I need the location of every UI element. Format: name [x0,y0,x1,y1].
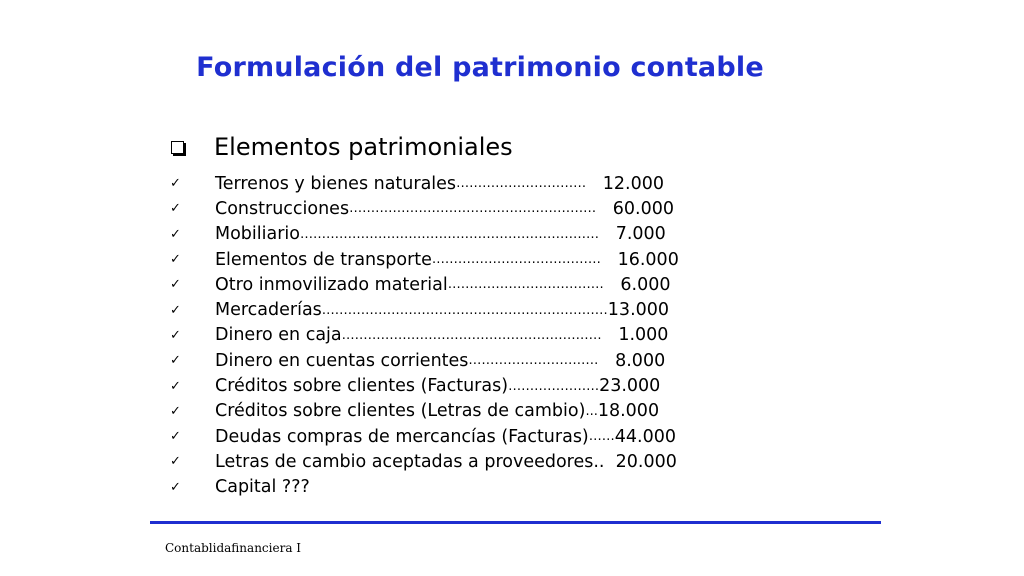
list-item [170,348,679,373]
item-leader-dots: ... [585,403,598,419]
item-label: Terrenos y bienes naturales [215,173,457,194]
list-item [170,222,679,247]
item-amount: 23.000 [599,376,661,397]
list-item [170,272,679,297]
list-item [170,297,679,322]
item-label: Mobiliario [215,224,300,245]
list-item [170,449,679,474]
divider-line [150,521,881,524]
item-label: Elementos de transporte [215,249,432,270]
item-label: Dinero en caja [215,325,342,346]
item-amount: 8.000 [598,350,666,371]
item-amount: 18.000 [597,401,660,422]
list-item [170,323,679,348]
checkmark-icon: ✓ [170,176,181,192]
item-label: Dinero en cuentas corrientes [215,350,469,371]
item-amount: 7.000 [599,224,666,245]
item-leader-dots: ………………………… [456,176,587,192]
checkmark-icon: ✓ [170,479,181,495]
item-leader-dots: ………………………………… [431,252,601,268]
item-leader-dots: ……………………………… [447,277,604,293]
item-amount: 6.000 [603,274,671,295]
checkbox-bullet-icon [171,141,184,154]
item-label: Mercaderías [215,300,322,321]
list-item [170,247,679,272]
item-leader-dots: ………………………………………………… [349,201,597,217]
item-leader-dots: …………………………………………………… [341,327,602,343]
list-item [170,399,679,424]
checkmark-icon: ✓ [170,403,181,419]
list-item [170,196,679,221]
item-amount: 20.000 [604,451,677,472]
item-label: Letras de cambio aceptadas a proveedores.. [215,451,605,472]
item-label: Construcciones [215,198,350,219]
section-heading [168,133,513,161]
checkmark-icon: ✓ [170,429,181,445]
checkmark-icon: ✓ [170,277,181,293]
checkmark-icon: ✓ [170,353,181,369]
checkmark-icon: ✓ [170,302,181,318]
footer-text: Contablidafinanciera I [165,541,302,555]
item-leader-dots: ………………………… [468,353,599,369]
item-label: Otro inmovilizado material [215,274,448,295]
item-amount: 1.000 [601,325,669,346]
item-label: Deudas compras de mercancías (Facturas) [215,426,589,447]
item-label: Créditos sobre clientes (Facturas) [215,376,509,397]
section-label: Elementos patrimoniales [214,133,513,161]
checkmark-icon: ✓ [170,226,181,242]
checkmark-icon: ✓ [170,454,181,470]
item-leader-dots: …… [588,429,615,445]
list-item [170,475,679,500]
item-amount: 12.000 [586,173,664,194]
item-label: Capital ??? [215,477,310,498]
list-item [170,424,679,449]
list-item [170,171,679,196]
item-leader-dots: ………………………………………………………… [321,302,608,318]
item-amount: 13.000 [607,300,670,321]
item-label: Créditos sobre clientes (Letras de cambio) [215,401,586,422]
item-leader-dots: ………………… [508,378,600,394]
item-amount: 44.000 [614,426,676,447]
checkmark-icon: ✓ [170,327,181,343]
page-title: Formulación del patrimonio contable [196,52,764,83]
item-leader-dots: …………………………………………………………… [300,226,599,242]
asset-list [170,171,679,500]
checkmark-icon: ✓ [170,378,181,394]
checkmark-icon: ✓ [170,252,181,268]
item-amount: 60.000 [596,198,674,219]
list-item [170,373,679,398]
checkmark-icon: ✓ [170,201,181,217]
item-amount: 16.000 [600,249,679,270]
